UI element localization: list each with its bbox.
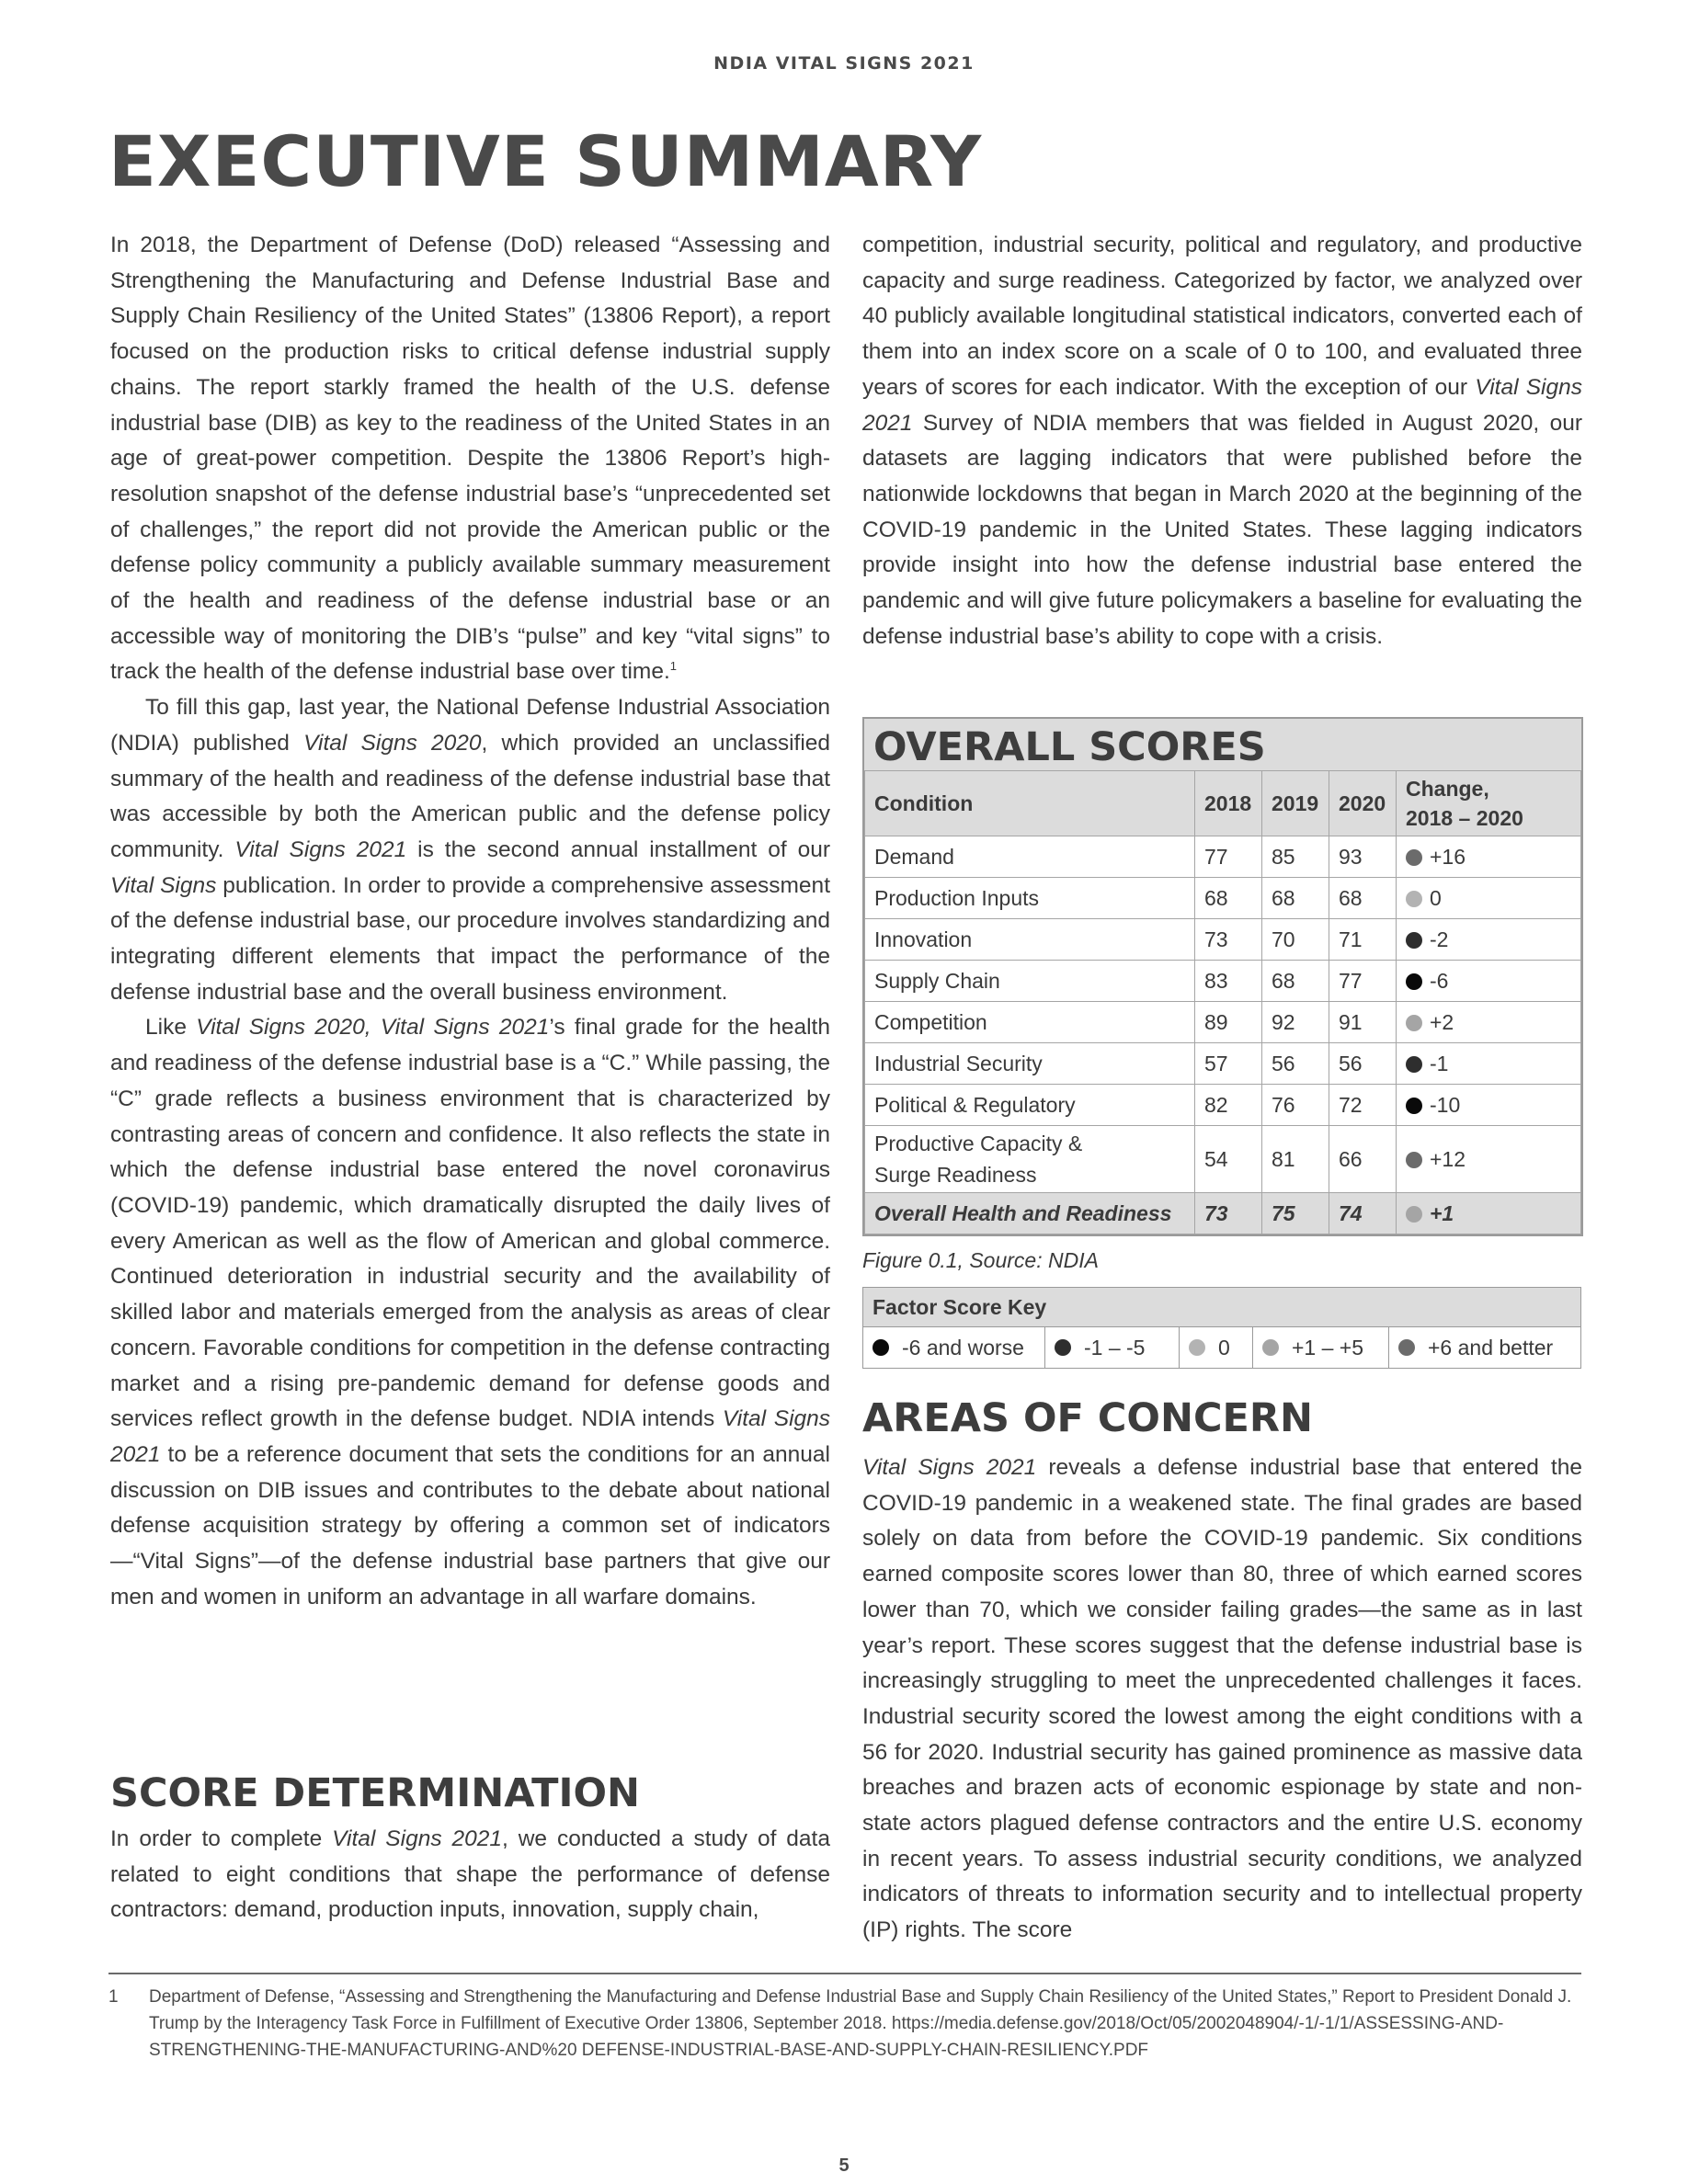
row-2018: 83 xyxy=(1195,961,1262,1002)
row-change: -1 xyxy=(1397,1043,1581,1085)
key-dot-icon xyxy=(1398,1339,1415,1356)
key-item xyxy=(863,1327,1045,1368)
row-condition: Supply Chain xyxy=(865,961,1195,1002)
footnote-ref[interactable]: 1 xyxy=(669,659,678,674)
table-row xyxy=(865,1043,1581,1085)
score-dot-icon xyxy=(1406,1015,1422,1031)
footnote-divider xyxy=(108,1973,1581,1974)
row-2019: 76 xyxy=(1262,1085,1329,1126)
row-change: -10 xyxy=(1397,1085,1581,1126)
score-dot-icon xyxy=(1406,891,1422,907)
row-2020: 66 xyxy=(1329,1126,1397,1193)
row-condition: Overall Health and Readiness xyxy=(865,1193,1195,1234)
row-2019: 81 xyxy=(1262,1126,1329,1193)
row-change: +2 xyxy=(1397,1002,1581,1043)
col-header-condition: Condition xyxy=(865,771,1195,836)
key-item xyxy=(1045,1327,1180,1368)
row-condition: Competition xyxy=(865,1002,1195,1043)
row-2019: 75 xyxy=(1262,1193,1329,1234)
score-dot-icon xyxy=(1406,1056,1422,1073)
col-header-2018: 2018 xyxy=(1195,771,1262,836)
row-2020: 74 xyxy=(1329,1193,1397,1234)
row-change: -6 xyxy=(1397,961,1581,1002)
key-dot-icon xyxy=(1262,1339,1279,1356)
score-dot-icon xyxy=(1406,1152,1422,1168)
key-dot-icon xyxy=(873,1339,889,1356)
key-label: -1 – -5 xyxy=(1084,1335,1146,1359)
right-column-intro: competition, industrial security, political and regulatory, and productive capacity and surge readiness. Categorized by factor, we analyzed over 40 publicly available longitudinal statistical indicators, converted each of them into an index score on a scale of 0 to 100, and evaluated three years of scores for each indicator. With the exception of our Vital Signs 2021 Survey of NDIA members that was fielded in August 2020, our datasets are lagging indicators that were published before the nationwide lockdowns that began in March 2020 at the beginning of the COVID-19 pandemic in the United States. These lagging indicators provide insight into how the defense industrial base entered the pandemic and will give future policymakers a baseline for evaluating the defense industrial base’s ability to cope with a crisis. xyxy=(862,233,1583,649)
row-2018: 57 xyxy=(1195,1043,1262,1085)
row-2018: 89 xyxy=(1195,1002,1262,1043)
footnote-number: 1 xyxy=(108,1987,119,2007)
score-dot-icon xyxy=(1406,1098,1422,1114)
factor-score-key-title: Factor Score Key xyxy=(863,1288,1580,1327)
col-header-2019: 2019 xyxy=(1262,771,1329,836)
factor-score-key-row xyxy=(863,1327,1580,1368)
table-header-row xyxy=(865,771,1581,836)
col-header-change: Change, 2018 – 2020 xyxy=(1397,771,1581,836)
row-condition: Production Inputs xyxy=(865,878,1195,919)
row-condition: Industrial Security xyxy=(865,1043,1195,1085)
areas-of-concern-text: Vital Signs 2021 reveals a defense industrial base that entered the COVID-19 pandemic in a weakened state. The final grades are based solely on data from before the COVID-19 pandemic. Six conditions earned composite scores lower than 80, three of which earned scores lower than 70, which we consider failing grades—the same as in last year’s report. These scores suggest that the defense industrial base is increasingly struggling to meet the unprecedented challenges it faces. Industrial security scored the lowest among the eight conditions with a 56 for 2020. Industrial security has gained prominence as massive data breaches and brazen acts of economic espionage by state and non-state actors plagued defense contractors and the entire U.S. economy in recent years. To assess industrial security conditions, we analyzed indicators of threats to information security and to intellectual property (IP) rights. The score xyxy=(862,1455,1582,1943)
table-row xyxy=(865,878,1581,919)
row-2019: 68 xyxy=(1262,878,1329,919)
table-row xyxy=(865,1126,1581,1193)
score-dot-icon xyxy=(1406,1206,1422,1223)
row-2020: 91 xyxy=(1329,1002,1397,1043)
key-label: -6 and worse xyxy=(902,1335,1024,1359)
row-2019: 68 xyxy=(1262,961,1329,1002)
score-dot-icon xyxy=(1406,932,1422,949)
col-header-2020: 2020 xyxy=(1329,771,1397,836)
scores-grid xyxy=(864,770,1581,1234)
row-2020: 93 xyxy=(1329,836,1397,878)
row-2018: 54 xyxy=(1195,1126,1262,1193)
left-column xyxy=(110,228,830,1615)
key-dot-icon xyxy=(1055,1339,1071,1356)
key-item xyxy=(1389,1327,1580,1368)
footnote-text: Department of Defense, “Assessing and Strengthening the Manufacturing and Defense Industrial Base and Supply Chain Resiliency of the United States,” Report to President Donald J. Trump by the Interagency Task Force in Fulfillment of Executive Order 13806, September 2018. https://media.defense.gov/2018/Oct/05/2002048904/-1/-1/1/ASSESSING-AND-STRENGTHENING-THE-MANUFACTURING-AND%20 DEFENSE-INDUSTRIAL-BASE-AND-SUPPLY-CHAIN-RESILIENCY.PDF xyxy=(149,1987,1572,2060)
score-dot-icon xyxy=(1406,849,1422,866)
table-row xyxy=(865,961,1581,1002)
gap-paragraph: To fill this gap, last year, the National Defense Industrial Association (NDIA) published Vital Signs 2020, which provided an unclassified summary of the health and readiness of the defense industrial base that was accessible by both the American public and the defense policy community. Vital Signs 2021 is the second annual installment of our Vital Signs publication. In order to provide a comprehensive assessment of the defense industrial base, our procedure involves standardizing and integrating different elements that impact the performance of the defense industrial base and the overall business environment. xyxy=(110,695,831,1005)
row-2018: 77 xyxy=(1195,836,1262,878)
row-condition: Political & Regulatory xyxy=(865,1085,1195,1126)
row-change: 0 xyxy=(1397,878,1581,919)
row-2018: 73 xyxy=(1195,1193,1262,1234)
key-label: +6 and better xyxy=(1428,1335,1554,1359)
row-2019: 85 xyxy=(1262,836,1329,878)
key-item xyxy=(1253,1327,1389,1368)
row-change: +1 xyxy=(1397,1193,1581,1234)
page-number: 5 xyxy=(838,2156,850,2176)
row-2018: 73 xyxy=(1195,919,1262,961)
row-2019: 70 xyxy=(1262,919,1329,961)
table-total-row xyxy=(865,1193,1581,1234)
row-2018: 82 xyxy=(1195,1085,1262,1126)
score-determination-heading: SCORE DETERMINATION xyxy=(110,1770,641,1816)
key-label: 0 xyxy=(1218,1335,1230,1359)
table-row xyxy=(865,1085,1581,1126)
factor-score-key xyxy=(862,1287,1581,1369)
row-condition: Productive Capacity & Surge Readiness xyxy=(865,1126,1195,1193)
table-row xyxy=(865,836,1581,878)
running-header: NDIA VITAL SIGNS 2021 xyxy=(713,53,975,74)
score-determination-text: In order to complete Vital Signs 2021, we conducted a study of data related to eight conditions that shape the performance of defense contractors: demand, production inputs, innovation, supply chain, xyxy=(110,1826,830,1923)
row-2019: 92 xyxy=(1262,1002,1329,1043)
footnote xyxy=(108,1984,1580,2064)
table-row xyxy=(865,919,1581,961)
row-change: -2 xyxy=(1397,919,1581,961)
row-2020: 72 xyxy=(1329,1085,1397,1126)
row-change: +16 xyxy=(1397,836,1581,878)
row-condition: Demand xyxy=(865,836,1195,878)
row-2020: 56 xyxy=(1329,1043,1397,1085)
row-2020: 77 xyxy=(1329,961,1397,1002)
row-condition: Innovation xyxy=(865,919,1195,961)
figure-caption: Figure 0.1, Source: NDIA xyxy=(862,1248,1099,1272)
page-title: EXECUTIVE SUMMARY xyxy=(108,120,983,202)
key-label: +1 – +5 xyxy=(1292,1335,1364,1359)
row-2019: 56 xyxy=(1262,1043,1329,1085)
score-dot-icon xyxy=(1406,973,1422,990)
row-2018: 68 xyxy=(1195,878,1262,919)
areas-of-concern-heading: AREAS OF CONCERN xyxy=(862,1395,1314,1441)
row-2020: 71 xyxy=(1329,919,1397,961)
row-change: +12 xyxy=(1397,1126,1581,1193)
overall-scores-title: OVERALL SCORES xyxy=(864,719,1581,770)
table-row xyxy=(865,1002,1581,1043)
key-item xyxy=(1180,1327,1253,1368)
row-2020: 68 xyxy=(1329,878,1397,919)
overall-scores-table xyxy=(862,717,1583,1236)
grade-paragraph: Like Vital Signs 2020, Vital Signs 2021’s final grade for the health and readiness of the defense industrial base is a “C.” While passing, the “C” grade reflects a business environment that is characterized by contrasting areas of concern and confidence. It also reflects the state in which the defense industrial base entered the novel coronavirus (COVID-19) pandemic, which dramatically disrupted the daily lives of every American as well as the flow of American and global commerce. Continued deterioration in industrial security and the availability of skilled labor and materials emerged from the analysis as areas of clear concern. Favorable conditions for competition in the defense contracting market and a rising pre-pandemic demand for defense goods and services reflect growth in the defense budget. NDIA intends Vital Signs 2021 to be a reference document that sets the conditions for an annual discussion on DIB issues and contributes to the debate about national defense acquisition strategy by offering a common set of indicators—“Vital Signs”—of the defense industrial base partners that give our men and women in uniform an advantage in all warfare domains. xyxy=(110,1015,831,1610)
intro-paragraph: In 2018, the Department of Defense (DoD) released “Assessing and Strengthening the Manufacturing and Defense Industrial Base and Supply Chain Resiliency of the United States” (13806 Report), a report focused on the production risks to critical defense industrial supply chains. The report starkly framed the health of the U.S. defense industrial base (DIB) as key to the readiness of the United States in an age of great-power competition. Despite the 13806 Report’s high-resolution snapshot of the defense industrial base’s “unprecedented set of challenges,” the report did not provide the American public or the defense policy community a publicly available summary measurement of the health and readiness of the defense industrial base or an accessible way of monitoring the DIB’s “pulse” and key “vital signs” to track the health of the defense industrial base over time.$^1$ xyxy=(110,233,830,685)
key-dot-icon xyxy=(1189,1339,1205,1356)
